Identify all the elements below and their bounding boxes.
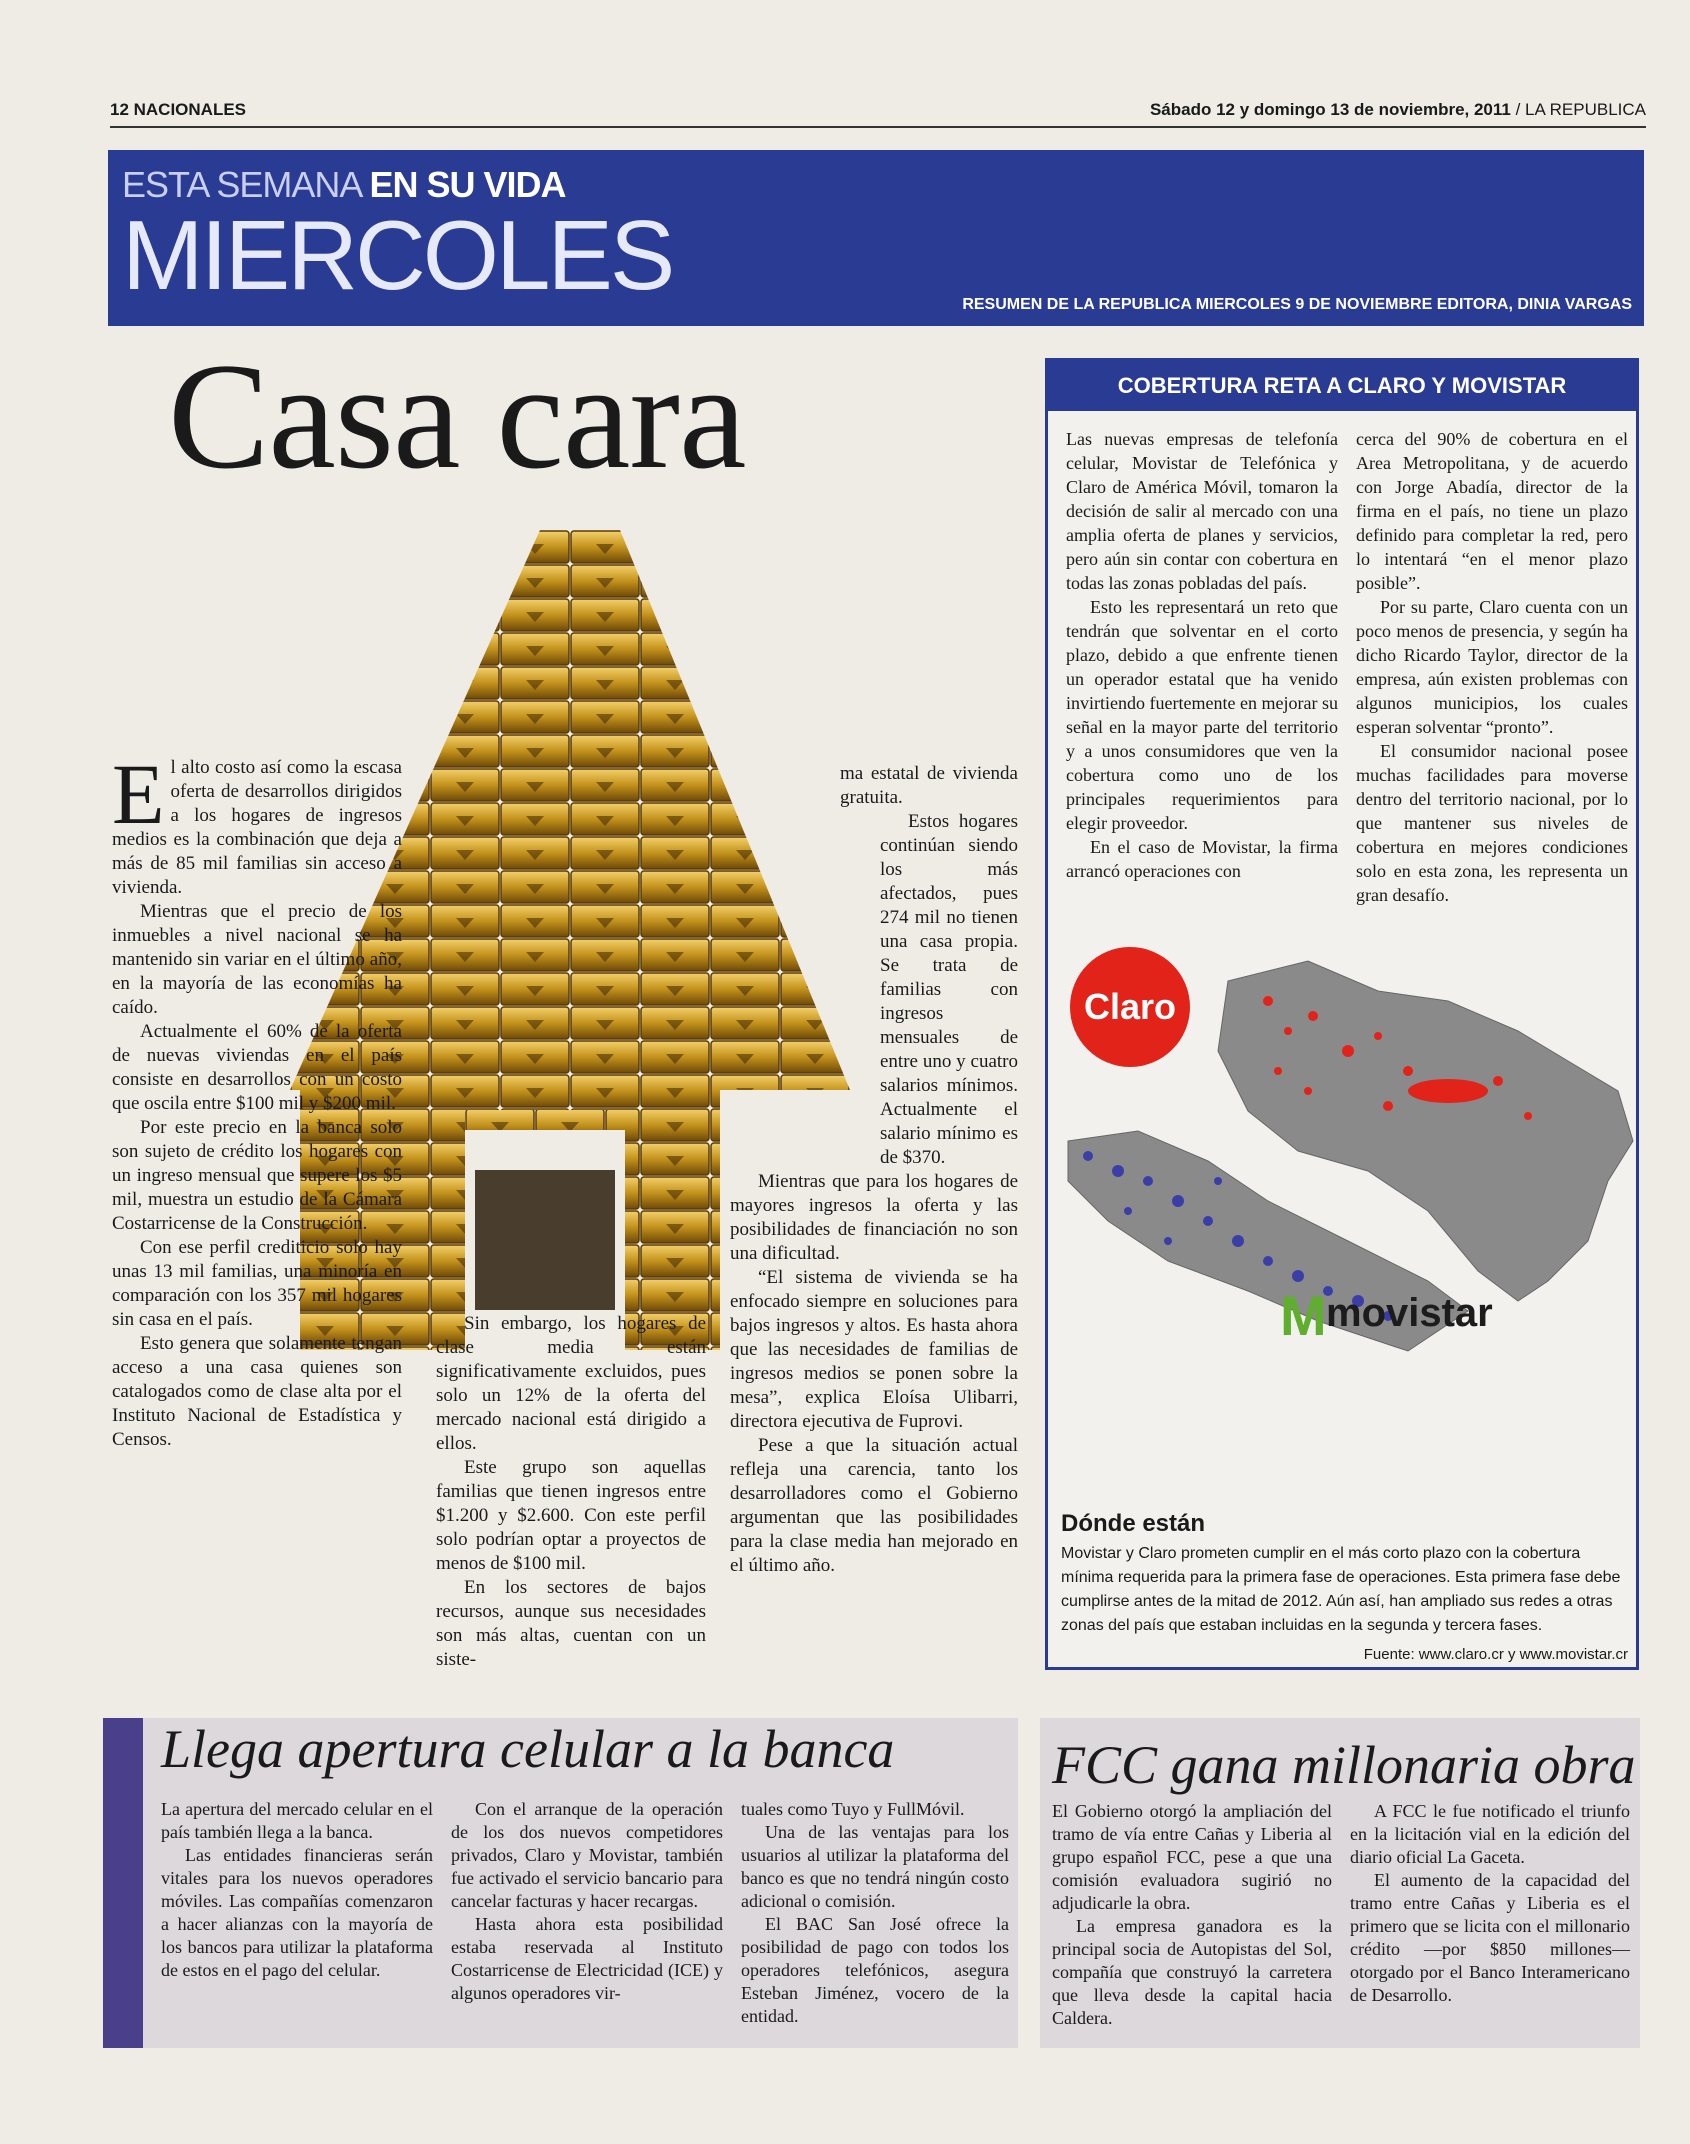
main-paragraph: Con ese perfil crediticio solo hay unas 13 mil familias, una minoría en comparación con los 357 mil hogares sin casa en el país.	[112, 1237, 402, 1330]
fcc-column-1	[1052, 1800, 1332, 2030]
main-paragraph: En los sectores de bajos recursos, aunque sus necesidades son más altas, cuentan con un siste-	[436, 1577, 706, 1670]
fcc-story-box	[1040, 1718, 1640, 2048]
fcc-paragraph: La empresa ganadora es la principal socia de Autopistas del Sol, compañía que construyó la carretera que lleva desde la capital hacia Caldera.	[1052, 1916, 1332, 2028]
fcc-headline: FCC gana millonaria obra	[1052, 1735, 1636, 1795]
bank-paragraph: tuales como Tuyo y FullMóvil.	[741, 1799, 965, 1819]
sidebar-title: COBERTURA RETA A CLARO Y MOVISTAR	[1048, 361, 1636, 411]
main-paragraph: El alto costo así como la escasa oferta de desarrollos dirigidos a los hogares de ingresos medios es la combinación que deja a más de 85 mil familias sin acceso a vivienda.	[112, 746, 402, 898]
bank-column-1	[161, 1798, 433, 1982]
bank-column-3	[741, 1798, 1009, 2028]
main-paragraph: Sin embargo, los hogares de clase media están significativamente excluidos, pues solo un 12% de la oferta del mercado nacional está dirigido a ellos.	[436, 1313, 706, 1454]
fcc-paragraph: A FCC le fue notificado el triunfo en la licitación vial en la edición del diario oficial La Gaceta.	[1350, 1801, 1630, 1867]
bank-paragraph: El BAC San José ofrece la posibilidad de pago con todos los operadores telefónicos, asegura Esteban Jiménez, vocero de la entidad.	[741, 1914, 1009, 2026]
map-title: Dónde están	[1061, 1510, 1206, 1537]
main-paragraph: ma estatal de vivienda gratuita.	[840, 763, 1018, 808]
fcc-paragraph: El Gobierno otorgó la ampliación del tramo de vía entre Cañas y Liberia al grupo español FCC, pese a que una comisión evaluadora sugirió no adjudicarle la obra.	[1052, 1801, 1332, 1913]
movistar-logo: movistar	[1326, 1291, 1493, 1335]
bank-paragraph: La apertura del mercado celular en el país también llega a la banca.	[161, 1799, 433, 1842]
main-paragraph: Por este precio en la banca solo son sujeto de crédito los hogares con un ingreso mensual que supere los $5 mil, muestra un estudio de la Cámara Costarricense de la Construcción.	[112, 1117, 402, 1234]
main-column-1	[112, 746, 402, 1452]
main-paragraph: Mientras que para los hogares de mayores ingresos la oferta y las posibilidades de financiación no son una dificultad.	[730, 1171, 1018, 1264]
banner-day: MIERCOLES	[122, 200, 673, 310]
coverage-sidebar	[1045, 358, 1639, 1670]
bank-paragraph: Con el arranque de la operación de los dos nuevos competidores privados, Claro y Movistar, también fue activado el servicio bancario para cancelar facturas y hacer recargas.	[451, 1799, 723, 1911]
fcc-column-2	[1350, 1800, 1630, 2007]
main-headline: Casa cara	[168, 332, 746, 500]
sidebar-paragraph: En el caso de Movistar, la firma arrancó operaciones con	[1066, 837, 1338, 881]
map-caption: Movistar y Claro prometen cumplir en el más corto plazo con la cobertura mínima requerida para la primera fase de operaciones. Esta primera fase debe cumplirse antes de la mitad de 2012. Aún así, han ampliado sus redes a otras zonas del país que estaban incluidas en la segunda y tercera fases.	[1061, 1545, 1621, 1634]
sidebar-paragraph: Por su parte, Claro cuenta con un poco menos de presencia, y según ha dicho Ricardo Taylor, director de la empresa, aún existen problemas con algunos municipios, los cuales esperan solventar “pronto”.	[1356, 597, 1628, 737]
sidebar-paragraph: Las nuevas empresas de telefonía celular, Movistar de Telefónica y Claro de América Móvil, tomaron la decisión de salir al mercado con una amplia oferta de planes y servicios, pero aún sin contar con cobertura en todas las zonas pobladas del país.	[1066, 429, 1338, 593]
coverage-maps	[1048, 941, 1636, 1361]
sidebar-column-1	[1066, 427, 1338, 883]
bank-headline: Llega apertura celular a la banca	[161, 1719, 895, 1779]
bank-accent-bar	[103, 1718, 143, 2048]
banner-summary: RESUMEN DE LA REPUBLICA MIERCOLES 9 DE NOVIEMBRE EDITORA, DINIA VARGAS	[962, 296, 1632, 313]
main-paragraph: Pese a que la situación actual refleja una carencia, tanto los desarrolladores como el Gobierno argumentan que las posibilidades para la clase media han mejorado en el último año.	[730, 1435, 1018, 1576]
sidebar-paragraph: Esto les representará un reto que tendrán que solventar en el corto plazo, debido a que enfrente tienen un operador estatal que ha venido invirtiendo fuertemente en mejorar su señal en la mayor parte del territorio y a unos consumidores que ven la cobertura como uno de los principales requerimientos para elegir proveedor.	[1066, 597, 1338, 833]
kicker-bold: EN SU VIDA	[369, 164, 566, 205]
movistar-m-icon: M	[1280, 1284, 1327, 1347]
sidebar-paragraph: El consumidor nacional posee muchas facilidades para moverse dentro del territorio nacional, por lo que mantener sus niveles de cobertura en mejores condiciones solo en esta zona, les representa un gran desafío.	[1356, 741, 1628, 905]
kicker-light: ESTA SEMANA	[122, 164, 361, 205]
paper-name: LA REPUBLICA	[1525, 100, 1646, 119]
main-paragraph: Esto genera que solamente tengan acceso a una casa quienes son catalogados como de clase alta por el Instituto Nacional de Estadística y Censos.	[112, 1333, 402, 1450]
page-date-line: Sábado 12 y domingo 13 de noviembre, 2011 / LA REPUBLICA	[1149, 100, 1646, 119]
bank-paragraph: Una de las ventajas para los usuarios al utilizar la plataforma del banco es que no tendrá ningún costo adicional o comisión.	[741, 1822, 1009, 1911]
main-paragraph: Estos hogares continúan siendo los más afectados, pues 274 mil no tienen una casa propia. Se trata de familias con ingresos mensuales de entre uno y cuatro salarios mínimos. Actualmente el salario mínimo es de $370.	[880, 811, 1018, 1168]
bank-paragraph: Las entidades financieras serán vitales para los nuevos operadores móviles. Las compañías comenzaron a hacer alianzas con la mayoría de los bancos para utilizar la plataforma de estos en el pago del celular.	[161, 1845, 433, 1980]
section-banner	[108, 150, 1644, 326]
claro-logo: Claro	[1070, 947, 1190, 1067]
main-column-2	[436, 1312, 706, 1672]
page-section-label: 12 NACIONALES	[110, 100, 247, 119]
bank-paragraph: Hasta ahora esta posibilidad estaba reservada al Instituto Costarricense de Electricidad (ICE) y algunos operadores vir-	[451, 1914, 723, 2003]
main-column-3	[730, 762, 1018, 1578]
header-rule	[110, 126, 1646, 128]
main-paragraph: Mientras que el precio de los inmuebles a nivel nacional se ha mantenido sin variar en el último año, en la mayoría de las economías ha caído.	[112, 901, 402, 1018]
main-paragraph: Actualmente el 60% de la oferta de nuevas viviendas en el país consiste en desarrollos con un costo que oscila entre $100 mil y $200 mil.	[112, 1021, 402, 1114]
main-paragraph: “El sistema de vivienda se ha enfocado siempre en soluciones para bajos ingresos y altos. Es hasta ahora que las necesidades de familias de ingresos medios se ponen sobre la mesa”, explica Eloísa Ulibarri, directora ejecutiva de Fuprovi.	[730, 1267, 1018, 1432]
map-source: Fuente: www.claro.cr y www.movistar.cr	[1363, 1646, 1628, 1663]
bank-column-2	[451, 1798, 723, 2005]
issue-date: Sábado 12 y domingo 13 de noviembre, 2011	[1149, 100, 1511, 119]
drop-cap: E	[112, 746, 165, 842]
sidebar-paragraph: cerca del 90% de cobertura en el Area Metropolitana, y de acuerdo con Jorge Abadía, director de la firma en el país, no tiene un plazo definido para completar la red, pero lo intentará “en el menor plazo posible”.	[1356, 429, 1628, 593]
main-paragraph: Este grupo son aquellas familias que tienen ingresos entre $1.200 y $2.600. Con este perfil solo podrían optar a proyectos de menos de $100 mil.	[436, 1457, 706, 1574]
fcc-paragraph: El aumento de la capacidad del tramo entre Cañas y Liberia es el primero que se licita con el millonario crédito —por $850 millones— otorgado por el Banco Interamericano de Desarrollo.	[1350, 1870, 1630, 2005]
bank-story-box	[103, 1718, 1018, 2048]
sidebar-column-2	[1356, 427, 1628, 907]
